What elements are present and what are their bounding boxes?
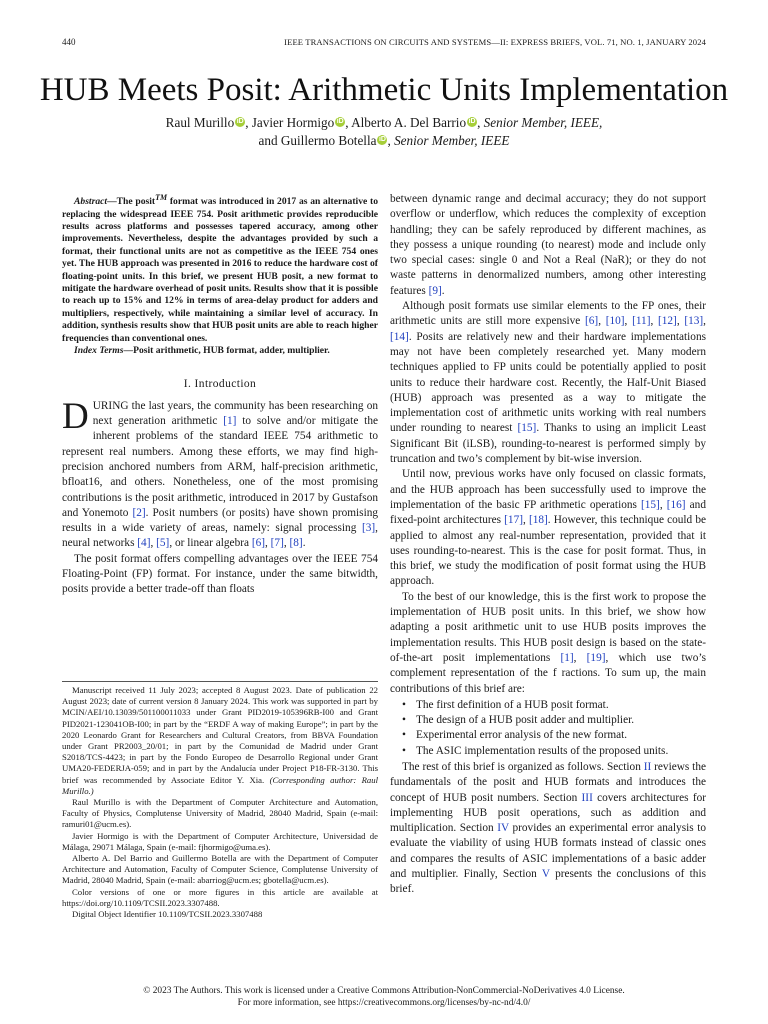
footnote-manuscript: Manuscript received 11 July 2023; accepted 8 August 2023. Date of publication 22 August 2023; date of current version 8 January 2024. This work was supported in part by MCIN/AEI/10.13039/501100011033 under Grant PID2019-105396RB-I00 and Grant PID2021-123041OB-I00; in part by the “ERDF A way of making Europe”; in part by the 2020 Leonardo Grant for Researchers and Cultural Creators, from BBVA Foundation under Grant PR2003_20/01; in part by the Comunidad de Madrid under Grant S2018/TCS-4423; in part by the Fondo Europeo de Desarrollo Regional under Grant UMA20-FEDERJA-059; and in part by the Andalucía under Project P18-FR-3130. This brief was recommended by Associate Editor Y. Xia. (Corresponding author: Raul Murillo.) (62, 685, 379, 796)
orcid-icon[interactable]: iD (236, 118, 244, 125)
index-terms (62, 345, 378, 357)
paragraph: The rest of this brief is organized as follows. Section II reviews the fundamentals of the posit and HUB formats and introduces the concept of HUB posit numbers. Section III covers architectures for implementing HUB posit operations, such as addition and multiplication. Section IV provides an experimental error analysis to evaluate the viability of using HUB formats instead of classic ones and compares the results of ASIC implementations of a basic adder and multiplier. Finally, Section V presents the conclusions of this brief. (390, 760, 706, 896)
footnote-affiliation: Alberto A. Del Barrio and Guillermo Botella are with the Department of Computer Architecture and Automation, Faculty of Computer Science, Complutense University of Madrid, 28040 Madrid, Spain (e-mail: abarriog@ucm.es; gbotella@ucm.es). (62, 853, 378, 886)
left-column (62, 192, 378, 598)
paragraph: The posit format offers compelling advantages over the IEEE 754 Floating-Point (FP) format. For instance, under the same bitwidth, posits provide a better trade-off than floats (62, 552, 378, 596)
author-role: Senior Member, IEEE (394, 133, 510, 148)
citation-link[interactable]: [5] (156, 537, 170, 550)
section-link[interactable]: IV (497, 822, 509, 835)
author-name: Alberto A. Del Barrio (351, 115, 467, 130)
footnotes (62, 681, 378, 920)
author-name: Javier Hormigo (251, 115, 335, 130)
paragraph: DURING the last years, the community has been researching on next generation arithmetic [1] to solve and/or mitigate the inherent problems of the standard IEEE 754 arithmetic to represent real numbers. Among these efforts, we may find high-precision anchored numbers from ARM, half-precision arithmetic, bfloat16, and others. Nonetheless, one of the most promising contributions is the posit arithmetic, introduced in 2017 by Gustafson and Yonemoto [2]. Posit numbers (or posits) have shown promising results in a wide variety of areas, namely: signal processing [3], neural networks [4], [5], or linear algebra [6], [7], [8]. (62, 395, 379, 550)
citation-link[interactable]: [10] (605, 315, 625, 328)
author-list: Raul Murillo iD , Javier Hormigo iD , Alberto A. Del Barrio iD , Senior Member, IEEE, and Guillermo Botella iD , Senior Member, IEEE (165, 115, 603, 148)
license-url: For more information, see https://creativecommons.org/licenses/by-nc-nd/4.0/ (237, 998, 531, 1008)
citation-link[interactable]: [4] (137, 537, 151, 550)
citation-link[interactable]: [14] (390, 330, 409, 343)
abstract-label: Abstract (74, 196, 108, 208)
list-item: • The design of a HUB posit adder and multiplier. (402, 713, 706, 728)
page-number: 440 (62, 37, 76, 47)
citation-link[interactable]: [13] (684, 315, 704, 328)
footnote-doi: Digital Object Identifier 10.1109/TCSII.2023.3307488 (72, 909, 263, 920)
author-role: Senior Member, IEEE, (483, 115, 603, 130)
orcid-icon[interactable]: iD (378, 136, 386, 143)
license-line: © 2023 The Authors. This work is licensed under a Creative Commons Attribution-NonCommercial-NoDerivatives 4.0 License. (143, 986, 625, 996)
orcid-icon[interactable]: iD (468, 118, 476, 125)
author-name: Raul Murillo (165, 115, 235, 130)
citation-link[interactable]: [17] (504, 514, 523, 527)
citation-link[interactable]: [15] (641, 498, 660, 511)
paper-title: HUB Meets Posit: Arithmetic Units Implementation (39, 72, 729, 108)
list-item: • Experimental error analysis of the new format. (402, 728, 706, 743)
list-item: • The first definition of a HUB posit format. (402, 698, 706, 713)
author-name: Guillermo Botella (280, 133, 377, 148)
footnote-affiliation: Javier Hormigo is with the Department of Computer Architecture, Universidad de Málaga, 29071 Málaga, Spain (e-mail: fjhormigo@uma.es). (62, 830, 378, 852)
list-item: • The ASIC implementation results of the proposed units. (402, 744, 706, 759)
citation-link[interactable]: [19] (586, 651, 606, 664)
paragraph: To the best of our knowledge, this is the first work to propose the implementation of HUB posit units. In this brief, we show how adapting a posit arithmetic unit to use HUB posits improves the implementation results. This HUB posit design is based on the state-of-the-art posit implementations [1], [19], which use two’s complement representation of the f ractions. To sum up, the main contributions of this brief are: (390, 590, 706, 695)
footnote-affiliation: Raul Murillo is with the Department of Computer Architecture and Automation, Faculty of Physics, Complutense University of Madrid, 28040 Madrid, Spain (e-mail: ramuri01@ucm.es). (62, 797, 378, 830)
author-conjunction: and (258, 133, 278, 148)
citation-link[interactable]: [18] (528, 514, 548, 527)
index-terms-label: Index Terms (74, 345, 124, 357)
citation-link[interactable]: [1] (223, 415, 237, 428)
citation-link[interactable]: [15] (517, 422, 537, 435)
orcid-icon[interactable]: iD (336, 118, 344, 125)
drop-cap: D (62, 395, 89, 437)
license-notice (0, 985, 768, 1009)
running-header: IEEE TRANSACTIONS ON CIRCUITS AND SYSTEMS—II: EXPRESS BRIEFS, VOL. 71, NO. 1, JANUARY 2024 (284, 37, 706, 47)
citation-link[interactable]: [16] (666, 498, 686, 511)
citation-link[interactable]: [12] (657, 315, 677, 328)
abstract-text: format was introduced in 2017 as an alternative to replacing the widespread IEEE 754. Posit arithmetic provides reproducible results across platforms and possesses tapered accuracy, among other improvements. Nevertheless, despite the advantages provided by such a format, their functional units are not as competitive as the IEEE 754 ones yet. The HUB approach was presented in 2016 to reduce the hardware cost of floating-point units. In this brief, we present HUB posit, a new format to mitigate the hardware overhead of posit units. Results show that it is possible to reach up to 15% and 12% in terms of area-delay product for adders and multipliers, respectively, while maintaining a similar level of accuracy. In addition, synthesis results show that HUB posit units are able to reach higher frequencies than conventional ones. (62, 196, 378, 344)
citation-link[interactable]: [8] (289, 537, 303, 550)
index-terms-text: —Posit arithmetic, HUB format, adder, multiplier. (123, 345, 330, 357)
section-link[interactable]: V (541, 868, 550, 881)
abstract-text: —The posit (107, 196, 156, 208)
footnote-color-versions: Color versions of one or more figures in this article are available at https://doi.org/10.1109/TCSII.2023.3307488. (62, 886, 378, 908)
citation-link[interactable]: [1] (560, 651, 574, 664)
contributions-list (390, 698, 706, 759)
section-link[interactable]: II (643, 760, 652, 773)
corresponding-author: (Corresponding author: Raul Murillo.) (62, 774, 379, 796)
abstract (62, 192, 378, 345)
paragraph: Until now, previous works have only focused on classic formats, and the HUB approach has been successfully used to improve the implementation of the basic FP arithmetic operations [15], [16] and fixed-point architectures [17], [18]. However, this technique could be applied to almost any real-number representation, provided that it uses rounding-to-nearest. This is the case for posit format. Thus, in this brief, we study the modification of posit format using the HUB approach. (390, 468, 706, 588)
section-link[interactable]: III (581, 791, 593, 804)
citation-link[interactable]: [3] (361, 522, 376, 535)
section-heading: I. Introduction (183, 378, 257, 391)
paragraph: between dynamic range and decimal accuracy; they do not support overflow or underflow, which reduces the complexity of exception handling; they can be safely reproduced by different machines, as they possess a unique rounding (to nearest) mode and include only two special cases: single 0 and Not a Real (NaR); or they do not waste patterns in denormalized numbers, among other interesting features [9]. (390, 193, 706, 297)
trademark: TM (155, 193, 168, 202)
right-column (390, 192, 706, 898)
citation-link[interactable]: [7] (270, 537, 284, 550)
citation-link[interactable]: [2] (132, 506, 146, 519)
citation-link[interactable]: [11] (632, 315, 651, 328)
citation-link[interactable]: [6] (585, 315, 599, 328)
citation-link[interactable]: [9] (428, 284, 442, 297)
citation-link[interactable]: [6] (251, 537, 266, 550)
paragraph: Although posit formats use similar elements to the FP ones, their arithmetic units are still more expensive [6], [10], [11], [12], [13], [14]. Posits are relatively new and their hardware implementations may not have been completely researched yet. Many modern techniques applied to FP units could be potentially applied to posit units to reduce their hardware cost. Recently, the Half-Unit Biased (HUB) approach was presented as a way to mitigate the implementation cost of arithmetic units working with real numbers under rounding to nearest [15]. Thanks to using an implicit Least Significant Bit (iLSB), rounding-to-nearest is performed simply by truncation and two’s complement by bit-wise inversion. (390, 300, 707, 466)
